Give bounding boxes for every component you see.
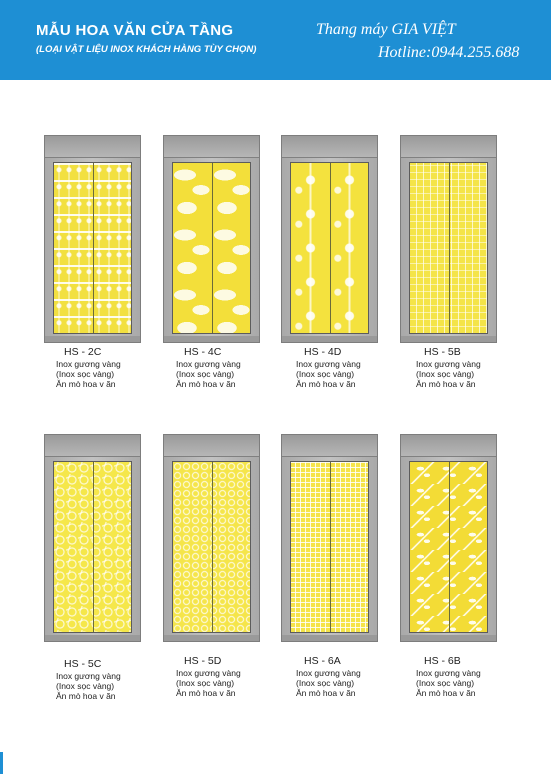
door-code: HS - 6B <box>424 655 461 667</box>
door-header <box>401 435 496 457</box>
door-code: HS - 4D <box>304 346 342 358</box>
door-header <box>401 136 496 158</box>
door-sill <box>45 336 140 342</box>
door-sill <box>282 635 377 641</box>
door-code: HS - 5B <box>424 346 461 358</box>
door-material: Inox gương vàng <box>56 359 121 369</box>
door-finish: Ăn mò hoa v ăn <box>56 691 116 701</box>
door-sill <box>401 336 496 342</box>
caption-hs-5b <box>416 346 526 389</box>
door-note: (Inox sọc vàng) <box>176 369 235 379</box>
door-note: (Inox sọc vàng) <box>176 678 235 688</box>
door-finish: Ăn mò hoa v ăn <box>56 379 116 389</box>
door-header <box>282 435 377 457</box>
door-panel-pattern <box>409 162 488 334</box>
door-panel-pattern <box>172 162 251 334</box>
door-note: (Inox sọc vàng) <box>416 678 475 688</box>
door-sill <box>401 635 496 641</box>
page-edge-marker <box>0 752 3 774</box>
door-note: (Inox sọc vàng) <box>416 369 475 379</box>
door-sill <box>45 635 140 641</box>
door-header <box>45 435 140 457</box>
door-code: HS - 5D <box>184 655 222 667</box>
door-note: (Inox sọc vàng) <box>56 681 115 691</box>
door-code: HS - 5C <box>64 658 102 670</box>
door-material: Inox gương vàng <box>176 359 241 369</box>
page-subtitle: (LOẠI VẬT LIỆU INOX KHÁCH HÀNG TÙY CHỌN) <box>36 44 257 55</box>
door-header <box>282 136 377 158</box>
hotline: Hotline:0944.255.688 <box>378 44 520 61</box>
door-finish: Ăn mò hoa v ăn <box>176 688 236 698</box>
door-finish: Ăn mò hoa v ăn <box>176 379 236 389</box>
door-finish: Ăn mò hoa v ăn <box>416 688 476 698</box>
door-hs-6b <box>400 434 497 642</box>
door-header <box>164 435 259 457</box>
door-finish: Ăn mò hoa v ăn <box>296 688 356 698</box>
door-hs-5c <box>44 434 141 642</box>
door-hs-4d <box>281 135 378 343</box>
door-hs-6a <box>281 434 378 642</box>
door-panel-pattern <box>53 162 132 334</box>
door-panel-pattern <box>290 461 369 633</box>
door-material: Inox gương vàng <box>176 668 241 678</box>
header-banner <box>0 0 551 80</box>
caption-hs-6b <box>416 655 526 698</box>
caption-hs-4d <box>296 346 406 389</box>
door-code: HS - 2C <box>64 346 102 358</box>
door-material: Inox gương vàng <box>296 359 361 369</box>
door-material: Inox gương vàng <box>296 668 361 678</box>
caption-hs-6a <box>296 655 406 698</box>
door-panel-pattern <box>290 162 369 334</box>
door-note: (Inox sọc vàng) <box>56 369 115 379</box>
door-hs-5b <box>400 135 497 343</box>
door-code: HS - 6A <box>304 655 341 667</box>
door-note: (Inox sọc vàng) <box>296 369 355 379</box>
door-material: Inox gương vàng <box>56 671 121 681</box>
door-panel-pattern <box>409 461 488 633</box>
door-code: HS - 4C <box>184 346 222 358</box>
door-hs-4c <box>163 135 260 343</box>
caption-hs-2c <box>56 346 166 389</box>
page-title: MẪU HOA VĂN CỬA TẦNG <box>36 22 234 39</box>
door-finish: Ăn mò hoa v ăn <box>296 379 356 389</box>
door-header <box>164 136 259 158</box>
door-header <box>45 136 140 158</box>
door-sill <box>164 635 259 641</box>
door-note: (Inox sọc vàng) <box>296 678 355 688</box>
door-sill <box>164 336 259 342</box>
door-sill <box>282 336 377 342</box>
door-material: Inox gương vàng <box>416 668 481 678</box>
door-panel-pattern <box>172 461 251 633</box>
door-hs-2c <box>44 135 141 343</box>
brand-name: Thang máy GIA VIỆT <box>316 21 456 38</box>
door-hs-5d <box>163 434 260 642</box>
door-material: Inox gương vàng <box>416 359 481 369</box>
caption-hs-5d <box>176 655 286 698</box>
caption-hs-5c <box>56 658 166 701</box>
caption-hs-4c <box>176 346 286 389</box>
door-panel-pattern <box>53 461 132 633</box>
door-finish: Ăn mò hoa v ăn <box>416 379 476 389</box>
